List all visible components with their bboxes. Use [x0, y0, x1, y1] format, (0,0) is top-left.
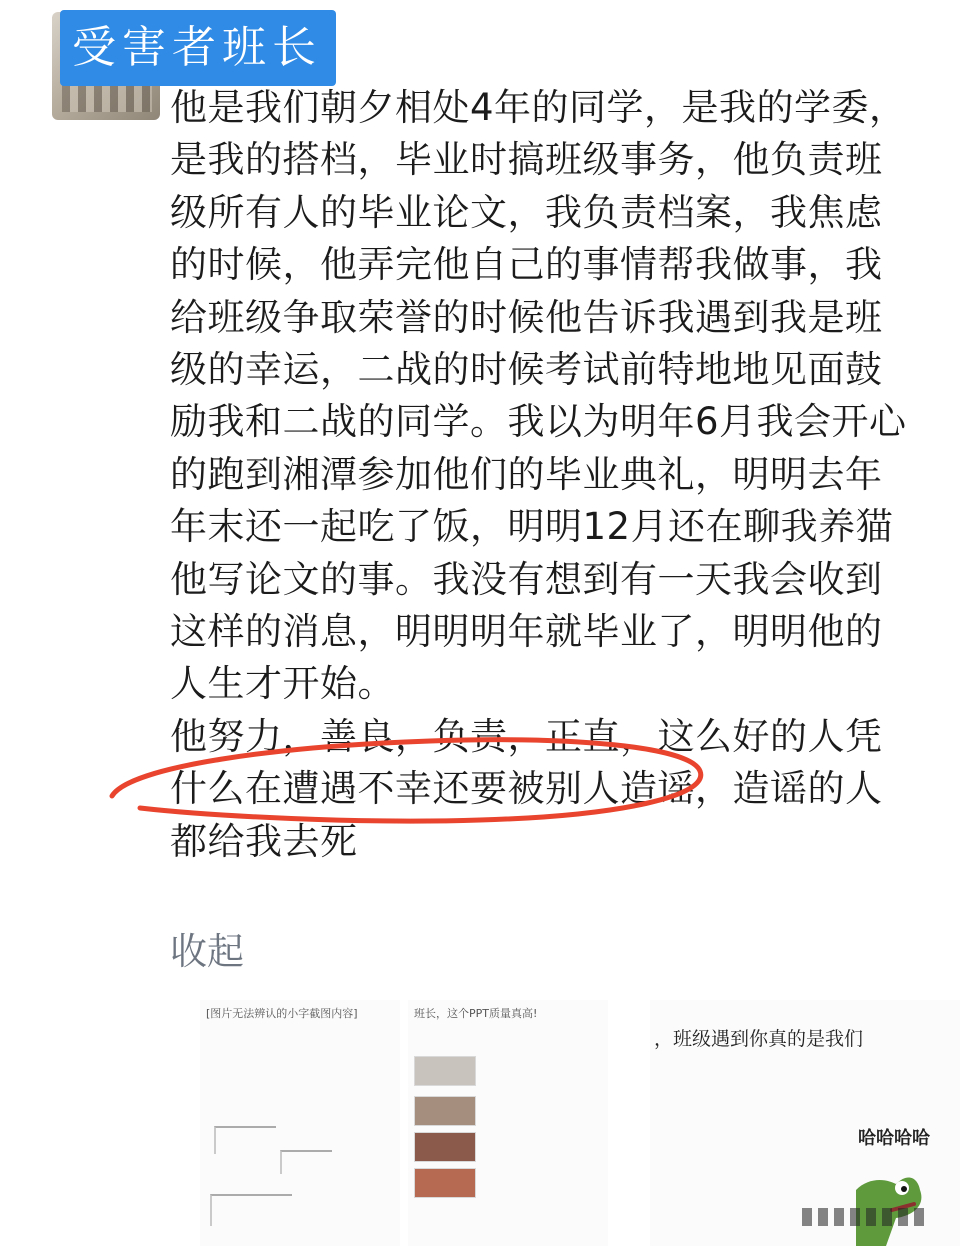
thumbnail-1-text: [图片无法辨认的小字截图内容]	[206, 1007, 358, 1020]
image-thumbnails	[200, 1000, 960, 1246]
sketch-mark	[280, 1150, 332, 1174]
thumbnail-2-text: 班长，这个PPT质量真高!	[414, 1007, 538, 1020]
thumbnail-3-laugh-text: 哈哈哈哈	[858, 1128, 930, 1149]
thumbnail-1[interactable]	[200, 1000, 400, 1246]
thumbnail-2[interactable]	[408, 1000, 608, 1246]
author-name-tag: 受害者班长	[60, 10, 336, 86]
sketch-mark	[210, 1194, 292, 1226]
post-paragraph-2: 他努力，善良，负责，正直，这么好的人凭什么在遭遇不幸还要被别人造谣，造谣的人都给我去死	[170, 714, 883, 863]
photo-thumb	[414, 1168, 476, 1198]
collapse-link[interactable]: 收起	[170, 930, 244, 973]
photo-thumb	[414, 1132, 476, 1162]
watermark-icon	[800, 1202, 940, 1232]
post-body	[170, 82, 910, 868]
photo-thumb	[414, 1056, 476, 1086]
photo-thumb	[414, 1096, 476, 1126]
post-paragraph-1: 他是我们朝夕相处4年的同学，是我的学委，是我的搭档，毕业时搞班级事务，他负责班级所有人的毕业论文，我负责档案，我焦虑的时候，他弄完他自己的事情帮我做事，我给班级争取荣誉的时候他告诉我遇到我是班级的幸运，二战的时候考试前特地地见面鼓励我和二战的同学。我以为明年6月我会开心的跑到湘潭参加他们的毕业典礼，明明去年年末还一起吃了饭，明明12月还在聊我养猫他写论文的事。我没有想到有一天我会收到这样的消息，明明明年就毕业了，明明他的人生才开始。	[170, 86, 907, 706]
thumbnail-3-text: ，班级遇到你真的是我们	[654, 1028, 864, 1050]
sketch-mark	[214, 1126, 276, 1154]
